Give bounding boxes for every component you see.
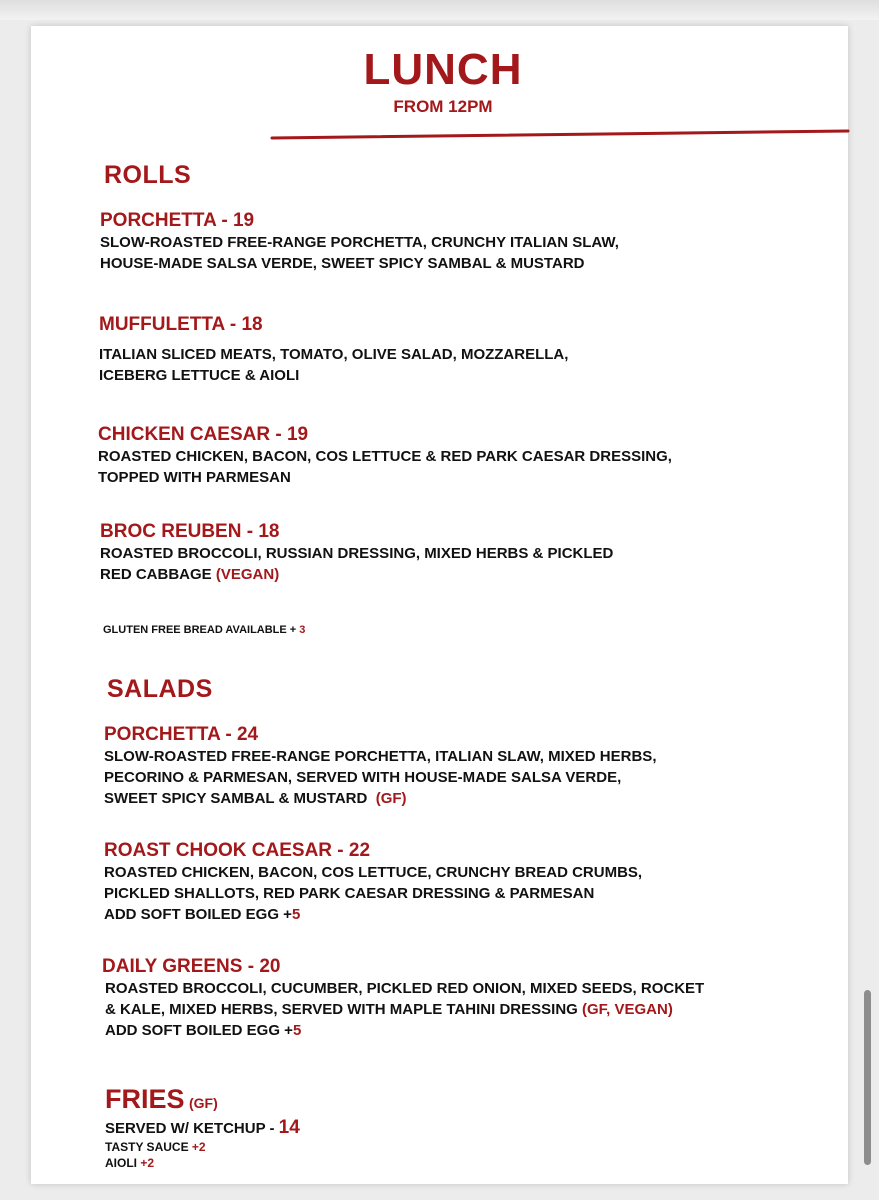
diet-tag: (GF, VEGAN) xyxy=(582,1001,673,1018)
fries-description: SERVED W/ KETCHUP - xyxy=(105,1120,275,1137)
top-page-edge xyxy=(0,0,879,20)
item-description-line: SLOW-ROASTED FREE-RANGE PORCHETTA, CRUNCHY ITALIAN SLAW, xyxy=(100,234,619,251)
extra-price: +2 xyxy=(140,1156,155,1170)
item-description-line: TOPPED WITH PARMESAN xyxy=(98,469,291,486)
item-title: MUFFULETTA - 18 xyxy=(99,314,263,335)
note-text: GLUTEN FREE BREAD AVAILABLE + xyxy=(103,624,297,636)
item-description-text: & KALE, MIXED HERBS, SERVED WITH MAPLE TAHINI DRESSING xyxy=(105,1001,578,1018)
menu-title: LUNCH xyxy=(363,45,523,94)
item-description-line xyxy=(100,564,740,585)
scrollbar-thumb[interactable] xyxy=(864,990,871,1165)
extra-item xyxy=(105,1155,505,1171)
item-title: PORCHETTA - 19 xyxy=(100,210,255,231)
item-title: DAILY GREENS - 20 xyxy=(102,956,281,977)
menu-item-roast-chook-caesar xyxy=(104,840,744,925)
section-heading-salads: SALADS xyxy=(107,675,213,703)
extra-label: AIOLI xyxy=(105,1156,137,1170)
diet-tag: (VEGAN) xyxy=(215,566,280,583)
item-description-line: HOUSE-MADE SALSA VERDE, SWEET SPICY SAMBAL & MUSTARD xyxy=(100,255,585,272)
item-description-line xyxy=(104,788,744,809)
menu-item-salad-porchetta xyxy=(104,724,744,809)
header-underline xyxy=(270,128,850,142)
item-description-line: ITALIAN SLICED MEATS, TOMATO, OLIVE SALAD, MOZZARELLA, xyxy=(99,346,569,363)
fries-price-line xyxy=(105,1117,505,1139)
item-title: BROC REUBEN - 18 xyxy=(100,521,280,542)
gluten-free-note xyxy=(103,623,305,637)
extra-label: TASTY SAUCE xyxy=(105,1140,189,1154)
item-description-line: SLOW-ROASTED FREE-RANGE PORCHETTA, ITALIAN SLAW, MIXED HERBS, xyxy=(104,748,657,765)
fries-price: 14 xyxy=(278,1117,300,1138)
addon-text: ADD SOFT BOILED EGG + xyxy=(104,906,292,923)
addon-line xyxy=(102,1020,792,1041)
menu-item-fries xyxy=(105,1084,505,1171)
diet-tag: (GF) xyxy=(188,1095,218,1111)
menu-item-rolls-porchetta xyxy=(100,210,768,274)
section-heading-rolls: ROLLS xyxy=(104,161,192,189)
note-price: 3 xyxy=(299,624,306,636)
item-description-line: PECORINO & PARMESAN, SERVED WITH HOUSE-MADE SALSA VERDE, xyxy=(104,769,622,786)
item-description-line: ICEBERG LETTUCE & AIOLI xyxy=(99,367,300,384)
item-title: ROAST CHOOK CAESAR - 22 xyxy=(104,840,371,861)
addon-line xyxy=(104,904,744,925)
menu-item-broc-reuben xyxy=(100,521,740,585)
item-description-text: SWEET SPICY SAMBAL & MUSTARD xyxy=(104,790,368,807)
menu-subtitle: FROM 12PM xyxy=(393,97,493,116)
item-description-line: ROASTED CHICKEN, BACON, COS LETTUCE, CRUNCHY BREAD CRUMBS, xyxy=(104,864,643,881)
extra-price: +2 xyxy=(191,1140,206,1154)
menu-item-muffuletta xyxy=(99,314,729,386)
extra-item xyxy=(105,1139,505,1155)
item-description-line xyxy=(102,999,792,1020)
addon-price: 5 xyxy=(292,1022,302,1039)
section-heading-fries: FRIES xyxy=(105,1084,185,1114)
addon-price: 5 xyxy=(291,906,301,923)
item-title: PORCHETTA - 24 xyxy=(104,724,259,745)
fries-heading-row xyxy=(105,1084,505,1114)
addon-text: ADD SOFT BOILED EGG + xyxy=(105,1022,293,1039)
item-description-line: PICKLED SHALLOTS, RED PARK CAESAR DRESSING & PARMESAN xyxy=(104,885,595,902)
item-description-text: RED CABBAGE xyxy=(100,566,212,583)
item-description-line: ROASTED BROCCOLI, CUCUMBER, PICKLED RED ONION, MIXED SEEDS, ROCKET xyxy=(105,980,705,997)
item-description-line: ROASTED CHICKEN, BACON, COS LETTUCE & RED PARK CAESAR DRESSING, xyxy=(98,448,672,465)
item-title: CHICKEN CAESAR - 19 xyxy=(98,424,309,445)
menu-item-chicken-caesar xyxy=(98,424,808,488)
diet-tag: (GF) xyxy=(375,790,407,807)
item-description-line: ROASTED BROCCOLI, RUSSIAN DRESSING, MIXED HERBS & PICKLED xyxy=(100,545,614,562)
menu-item-daily-greens xyxy=(102,956,792,1041)
